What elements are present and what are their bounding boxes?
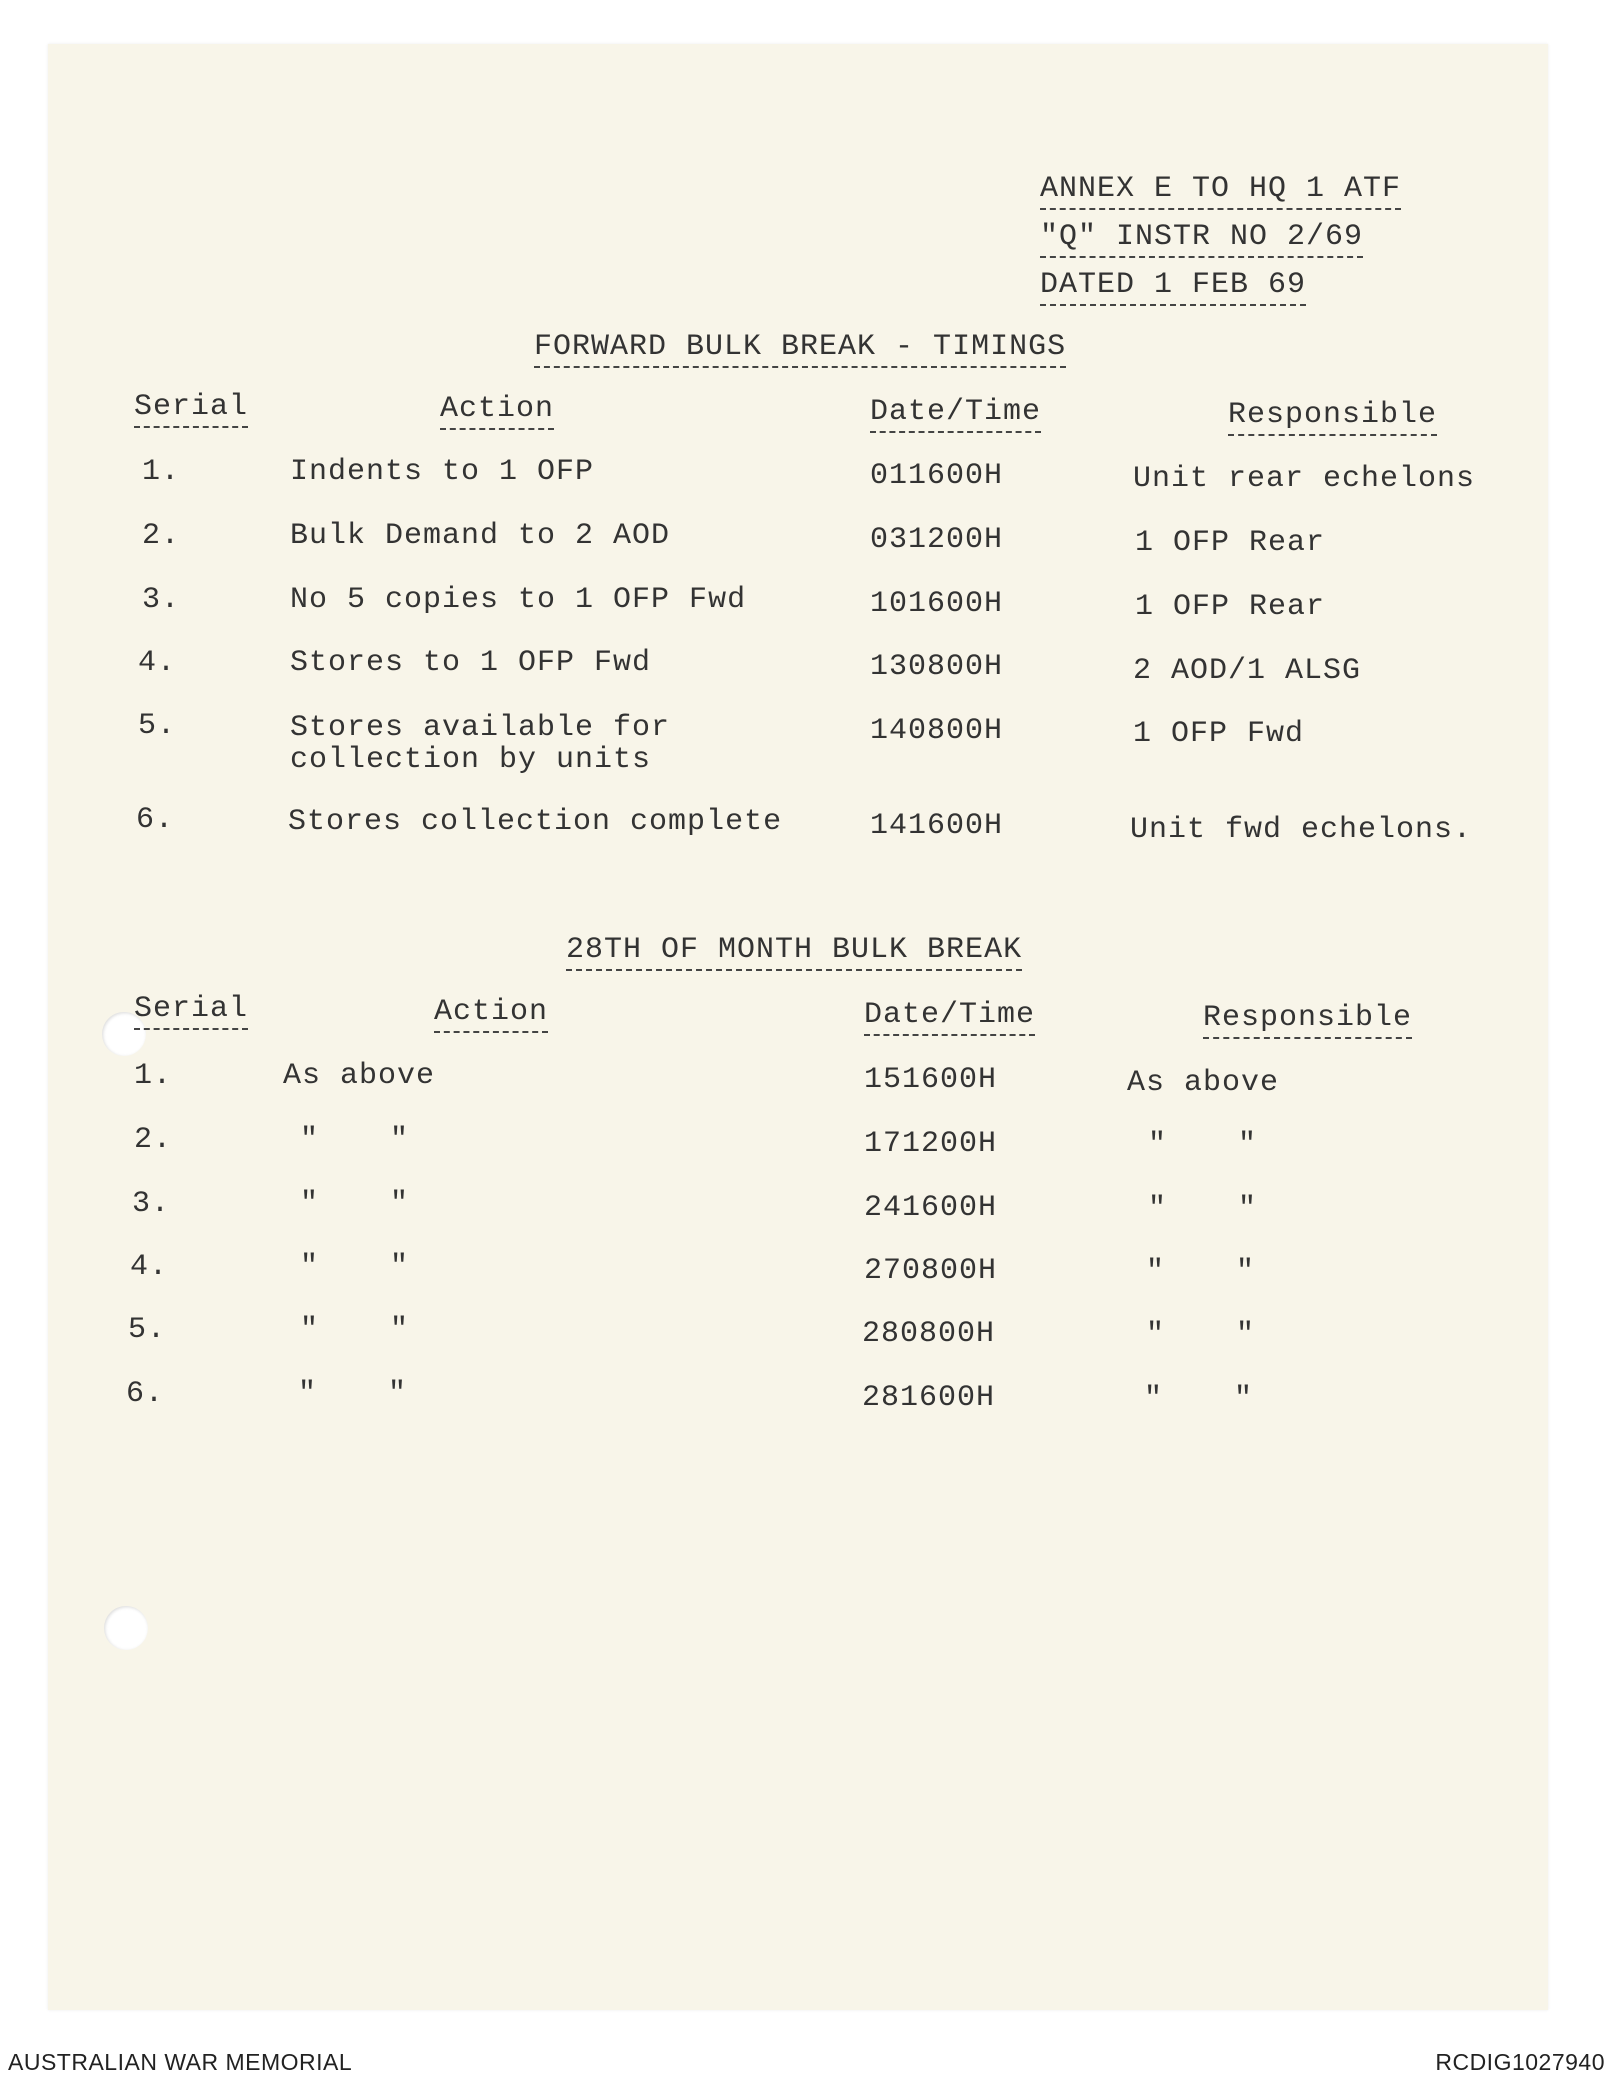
s2-row6-action-ditto: " " xyxy=(298,1377,407,1411)
section1-header-datetime: Date/Time xyxy=(870,395,1041,433)
s1-row4-serial: 4. xyxy=(138,646,177,680)
section2-header-action: Action xyxy=(434,995,548,1033)
s1-row1-datetime: 011600H xyxy=(870,459,1004,493)
s2-row4-responsible-ditto: " " xyxy=(1146,1255,1255,1289)
annex-line-1: ANNEX E TO HQ 1 ATF xyxy=(1040,172,1401,210)
s1-row3-serial: 3. xyxy=(142,583,181,617)
s2-row2-action-ditto: " " xyxy=(300,1123,409,1157)
s1-row4-datetime: 130800H xyxy=(870,650,1004,684)
s2-row2-responsible-ditto: " " xyxy=(1148,1128,1257,1162)
s2-row2-datetime: 171200H xyxy=(864,1127,998,1161)
s1-row5-responsible: 1 OFP Fwd xyxy=(1133,717,1305,751)
s2-row1-action: As above xyxy=(283,1059,436,1093)
footer-source-label: AUSTRALIAN WAR MEMORIAL xyxy=(8,2049,353,2075)
s2-row5-serial: 5. xyxy=(128,1313,167,1347)
s1-row2-datetime: 031200H xyxy=(870,523,1004,557)
s1-row1-serial: 1. xyxy=(142,455,181,489)
annex-reference xyxy=(1040,172,1400,316)
s1-row3-action: No 5 copies to 1 OFP Fwd xyxy=(290,583,747,617)
s2-row6-responsible-ditto: " " xyxy=(1144,1382,1253,1416)
s1-row3-datetime: 101600H xyxy=(870,587,1004,621)
footer-record-id: RCDIG1027940 xyxy=(1435,2049,1605,2075)
section2-header-datetime: Date/Time xyxy=(864,998,1035,1036)
s2-row4-serial: 4. xyxy=(130,1250,169,1284)
s1-row1-action: Indents to 1 OFP xyxy=(290,455,595,489)
s1-row5-action: Stores available for xyxy=(290,711,671,745)
s2-row3-serial: 3. xyxy=(132,1187,171,1221)
s2-row5-datetime: 280800H xyxy=(862,1317,996,1351)
section2-header-serial: Serial xyxy=(134,992,248,1030)
s1-row6-responsible: Unit fwd echelons. xyxy=(1130,813,1473,847)
s1-row1-responsible: Unit rear echelons xyxy=(1133,462,1476,496)
s2-row3-datetime: 241600H xyxy=(864,1191,998,1225)
s1-row5-datetime: 140800H xyxy=(870,714,1004,748)
s1-row3-responsible: 1 OFP Rear xyxy=(1135,590,1326,624)
s2-row1-responsible: As above xyxy=(1127,1066,1280,1100)
s1-row2-responsible: 1 OFP Rear xyxy=(1135,526,1326,560)
section1-header-action: Action xyxy=(440,392,554,430)
s1-row5-serial: 5. xyxy=(138,709,177,743)
s2-row1-datetime: 151600H xyxy=(864,1063,998,1097)
s2-row5-action-ditto: " " xyxy=(300,1313,409,1347)
s2-row2-serial: 2. xyxy=(134,1123,173,1157)
s2-row6-datetime: 281600H xyxy=(862,1381,996,1415)
section2-title: 28TH OF MONTH BULK BREAK xyxy=(566,933,1022,971)
s2-row4-action-ditto: " " xyxy=(300,1250,409,1284)
s1-row4-action: Stores to 1 OFP Fwd xyxy=(290,646,652,680)
section2-header-responsible: Responsible xyxy=(1203,1001,1412,1039)
s2-row4-datetime: 270800H xyxy=(864,1254,998,1288)
section1-header-responsible: Responsible xyxy=(1228,398,1437,436)
annex-line-2: "Q" INSTR NO 2/69 xyxy=(1040,220,1363,258)
s1-row5-action-line2: collection by units xyxy=(290,743,652,777)
s2-row5-responsible-ditto: " " xyxy=(1146,1318,1255,1352)
section1-header-serial: Serial xyxy=(134,390,248,428)
annex-line-3: DATED 1 FEB 69 xyxy=(1040,268,1306,306)
s1-row2-serial: 2. xyxy=(142,519,181,553)
s1-row4-responsible: 2 AOD/1 ALSG xyxy=(1133,654,1362,688)
s2-row3-responsible-ditto: " " xyxy=(1148,1192,1257,1226)
s2-row1-serial: 1. xyxy=(134,1059,173,1093)
s1-row6-action: Stores collection complete xyxy=(288,805,783,839)
s2-row3-action-ditto: " " xyxy=(300,1187,409,1221)
s1-row6-datetime: 141600H xyxy=(870,809,1004,843)
s1-row2-action: Bulk Demand to 2 AOD xyxy=(290,519,671,553)
section1-title: FORWARD BULK BREAK - TIMINGS xyxy=(534,330,1066,368)
punch-hole-bottom xyxy=(104,1606,148,1650)
s2-row6-serial: 6. xyxy=(126,1377,165,1411)
s1-row6-serial: 6. xyxy=(136,803,175,837)
